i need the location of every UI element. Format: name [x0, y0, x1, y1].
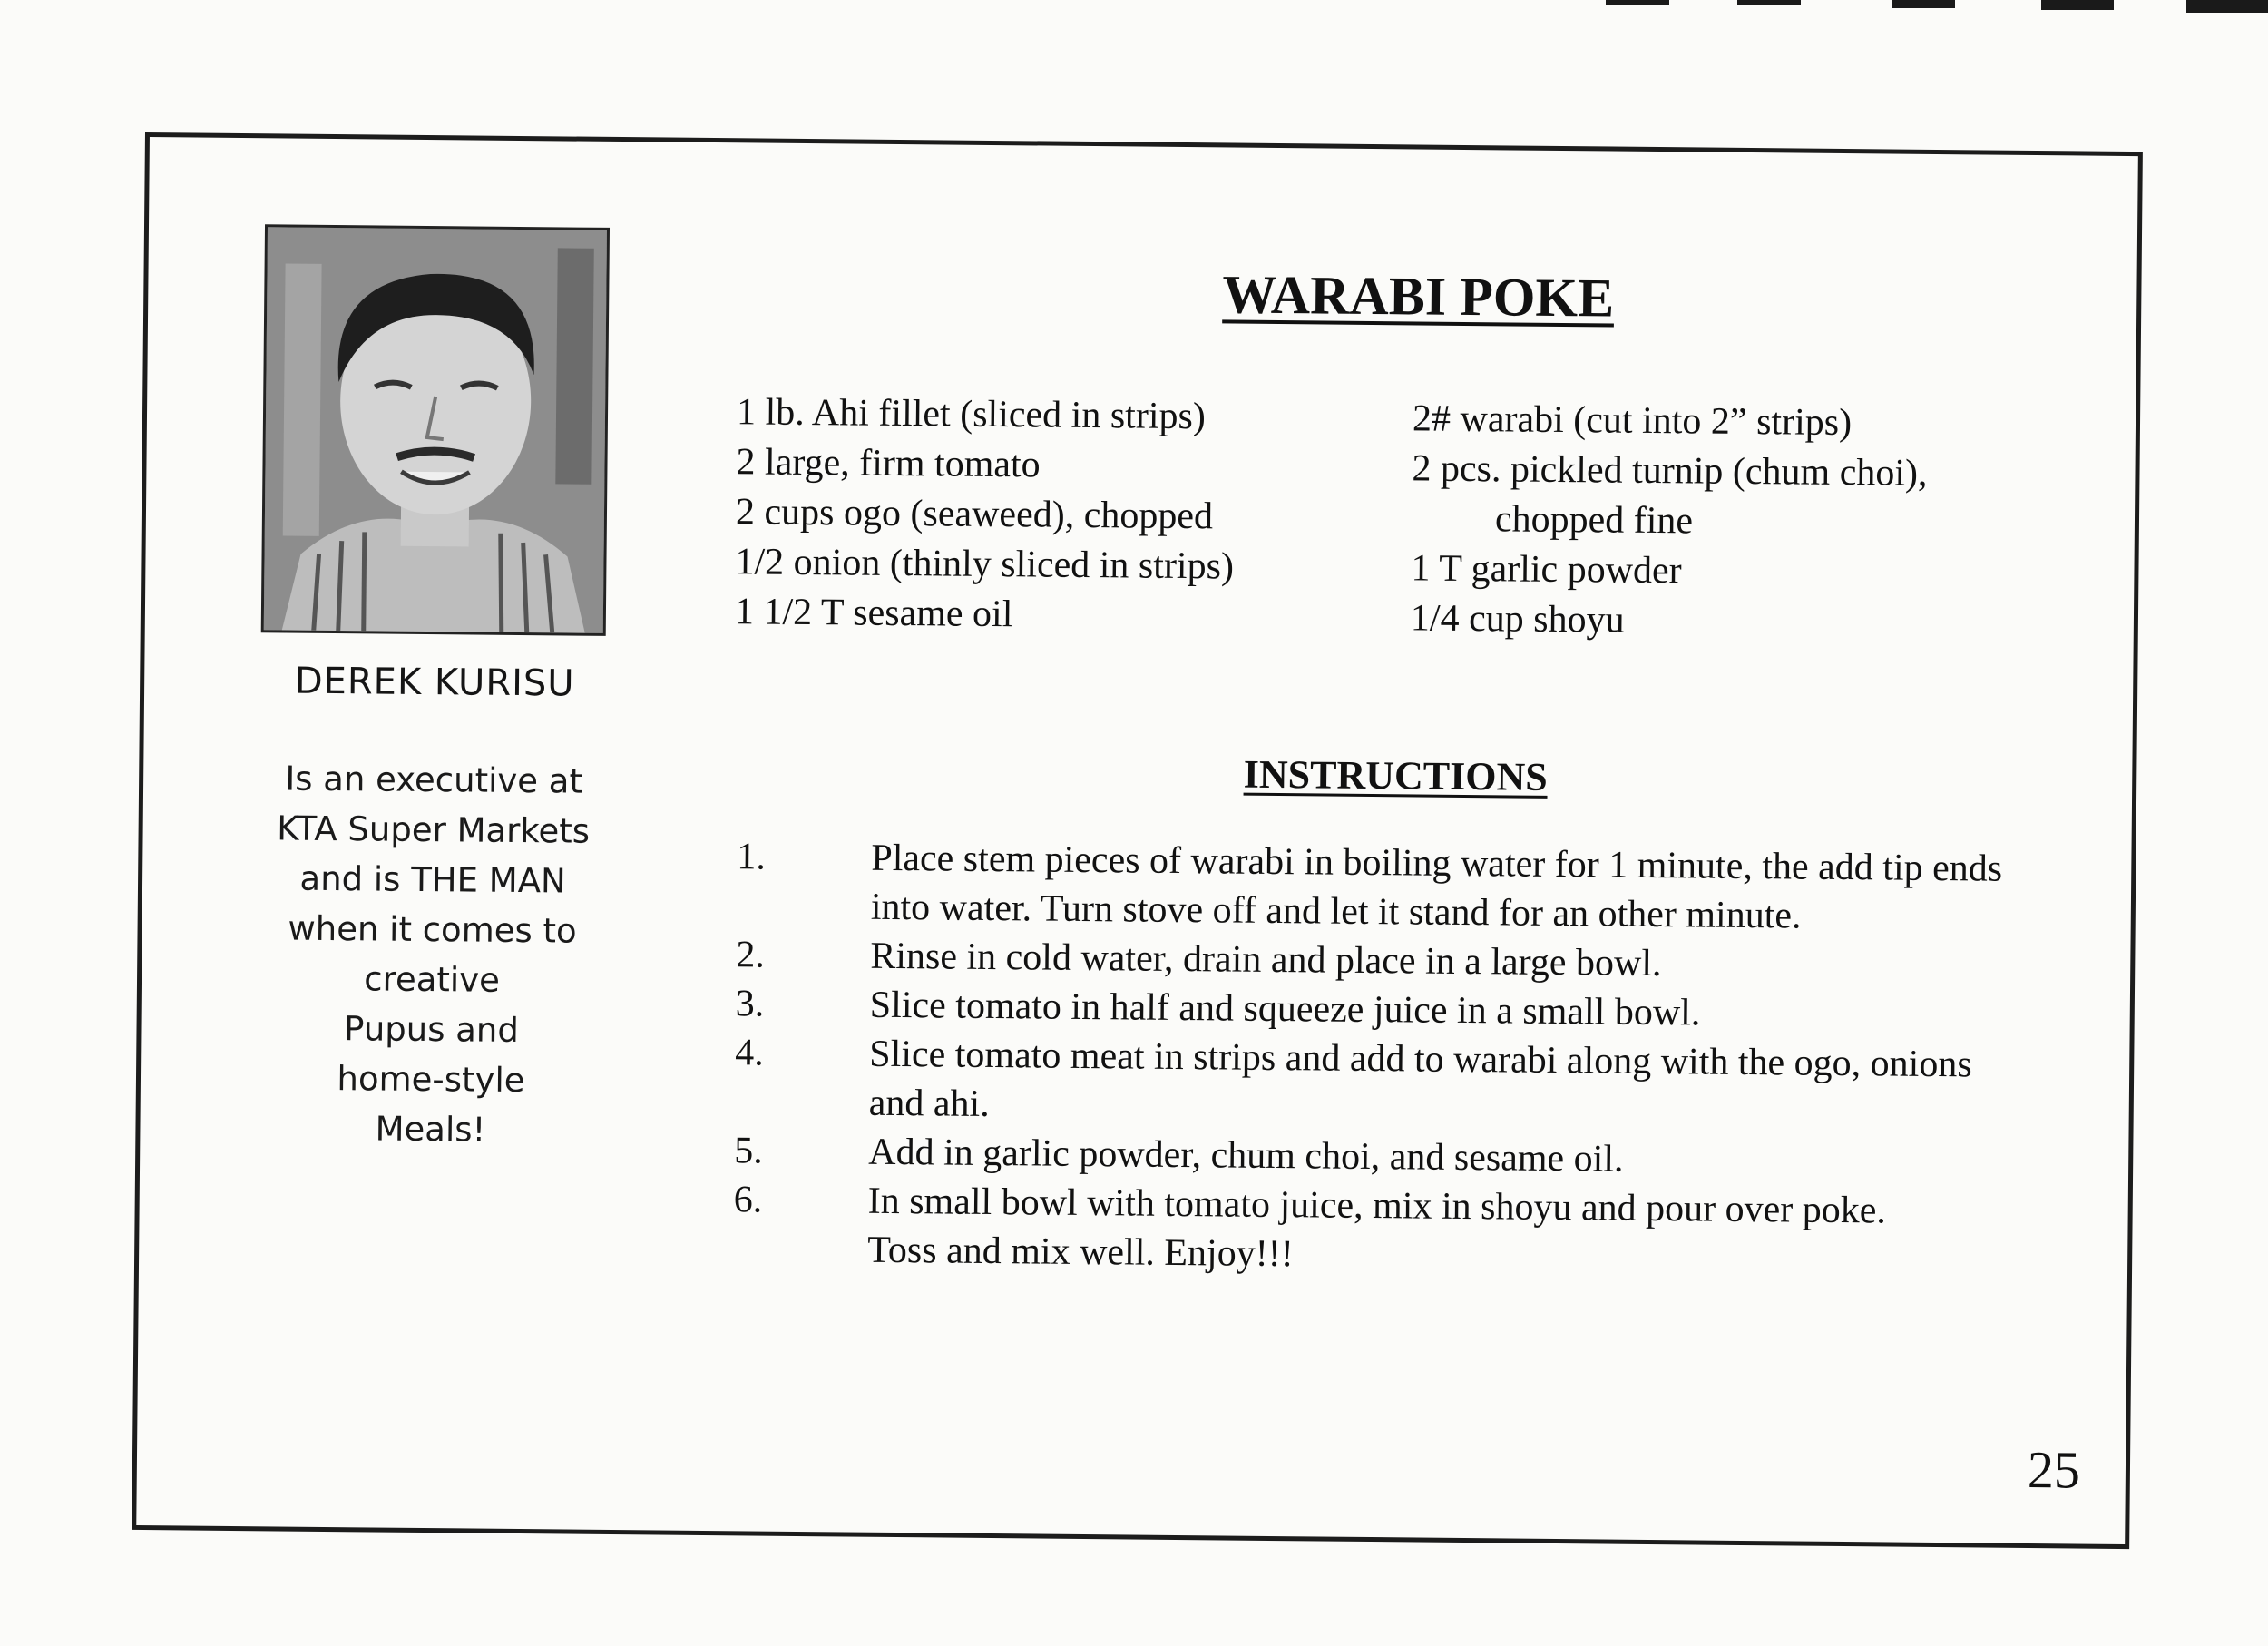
step-number: 2.: [736, 934, 766, 976]
instructions-heading: INSTRUCTIONS: [1243, 751, 1548, 799]
ingredient-item-continuation: chopped fine: [1494, 498, 1694, 543]
step-text: Rinse in cold water, drain and place in a large bowl.: [870, 935, 1662, 985]
step-text: In small bowl with tomato juice, mix in shoyu and pour over poke.: [867, 1180, 1887, 1232]
step-closing-text: Toss and mix well. Enjoy!!!: [866, 1229, 1294, 1276]
recipe-title: WARABI POKE: [1222, 264, 1615, 328]
instruction-step: [733, 1175, 2004, 1285]
step-number: 1.: [737, 836, 767, 878]
ingredients-list-left: [735, 387, 1391, 643]
chef-portrait-image: [264, 227, 607, 633]
step-text: Place stem pieces of warabi in boiling water for 1 minute, the add tip ends into water. Turn stove off and let it stand for an other minute.: [870, 837, 2003, 937]
scan-artifact: [2041, 0, 2114, 10]
ingredient-item: 1 lb. Ahi fillet (sliced in strips): [736, 391, 1207, 438]
scan-artifact: [1737, 0, 1801, 5]
step-number: 3.: [735, 983, 765, 1025]
instruction-step: [737, 832, 2008, 942]
ingredient-item: 2# warabi (cut into 2” strips): [1412, 397, 1853, 445]
ingredient-item: 2 large, firm tomato: [736, 441, 1041, 486]
recipe-card: [132, 132, 2143, 1549]
step-text: Slice tomato in half and squeeze juice in a small bowl.: [869, 984, 1701, 1034]
ingredient-item: 1 T garlic powder: [1411, 547, 1682, 593]
bio-line: Meals!: [375, 1109, 486, 1150]
page-number: 25: [2027, 1439, 2081, 1500]
step-text: Add in garlic powder, chum choi, and sesame oil.: [868, 1131, 1624, 1181]
bio-line: when it comes to: [288, 908, 577, 951]
step-number: 4.: [735, 1032, 765, 1074]
step-number: 5.: [734, 1130, 763, 1172]
ingredient-item: 1 1/2 T sesame oil: [734, 591, 1013, 636]
bio-line: creative: [364, 959, 501, 1000]
bio-line: Pupus and: [343, 1009, 520, 1050]
ingredients-list-right: [1411, 394, 2067, 650]
instruction-step: [735, 1028, 2006, 1138]
bio-line: Is an executive at: [285, 759, 583, 801]
chef-bio: [203, 753, 660, 1157]
step-text: Slice tomato meat in strips and add to warabi along with the ogo, onions and ahi.: [868, 1033, 1972, 1125]
chef-name: DEREK KURISU: [294, 660, 575, 705]
scan-artifact: [2186, 0, 2268, 13]
scan-artifact: [1606, 0, 1669, 5]
ingredient-item: 2 pcs. pickled turnip (chum choi),: [1412, 447, 1928, 495]
bio-line: KTA Super Markets: [277, 808, 591, 851]
step-text-wrapper: [867, 1177, 2004, 1286]
step-number: 6.: [733, 1179, 763, 1221]
ingredient-item: 1/4 cup shoyu: [1410, 597, 1625, 642]
ingredient-item: 2 cups ogo (seaweed), chopped: [735, 491, 1214, 538]
chef-photo: [261, 224, 610, 636]
scan-artifact: [1892, 0, 1955, 8]
ingredient-item: 1/2 onion (thinly sliced in strips): [735, 541, 1235, 588]
bio-line: and is THE MAN: [299, 858, 566, 901]
bio-line: home-style: [337, 1059, 525, 1101]
instructions-list: [733, 832, 2008, 1285]
